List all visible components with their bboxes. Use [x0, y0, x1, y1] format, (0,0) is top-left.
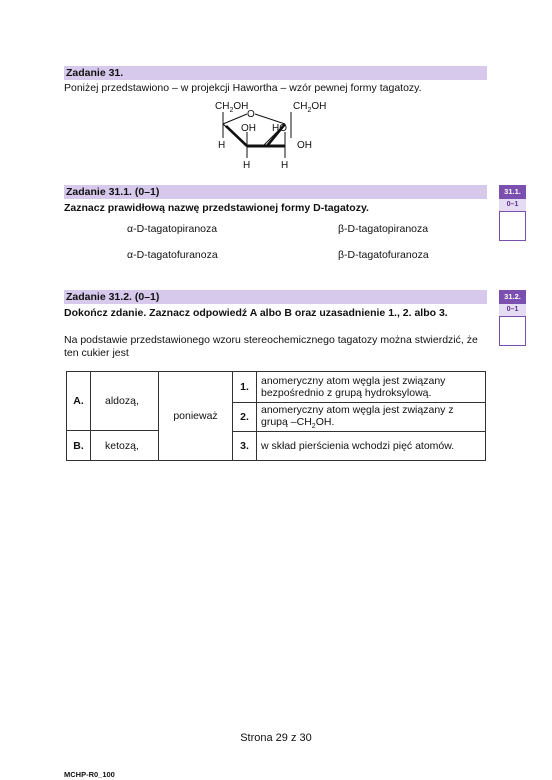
task311-instruction: Zaznacz prawidłową nazwę przedstawionej formy D-tagatozy. — [64, 202, 369, 214]
answer-b-letter[interactable]: B. — [67, 431, 91, 461]
connector-because: ponieważ — [159, 372, 233, 461]
task31-title: Zadanie 31. — [66, 67, 124, 79]
reason-2-num[interactable]: 2. — [233, 403, 257, 432]
label-oh-c5: OH — [241, 123, 256, 134]
task312-score-points: 0–1 — [499, 304, 526, 316]
reason-1-text[interactable]: anomeryczny atom węgla jest związany bezpośrednio z grupą hydroksylową. — [257, 372, 486, 403]
page-number: Strona 29 z 30 — [240, 732, 312, 744]
exam-code: MCHP-R0_100 — [64, 770, 115, 779]
option-beta-pyranose[interactable]: β-D-tagatopiranoza — [338, 223, 429, 235]
answer-a-letter[interactable]: A. — [67, 372, 91, 431]
task311-score-points: 0–1 — [499, 199, 526, 211]
option-beta-furanose[interactable]: β-D-tagatofuranoza — [338, 249, 429, 261]
reason-2-prefix: anomeryczny atom węgla jest związany z grupą –CH — [261, 403, 454, 428]
label-h-c4: H — [243, 160, 251, 171]
task31-intro: Poniżej przedstawiono – w projekcji Hawortha – wzór pewnej formy tagatozy. — [64, 82, 422, 94]
reason-3-num[interactable]: 3. — [233, 432, 257, 461]
task31-title-band — [64, 66, 487, 80]
reason-2-suffix: OH. — [315, 415, 335, 428]
task312-instruction: Dokończ zdanie. Zaznacz odpowiedź A albo B oraz uzasadnienie 1., 2. albo 3. — [64, 307, 448, 319]
reason-2-sub: 2 — [311, 423, 316, 431]
task311-title-band — [64, 185, 487, 199]
label-ch2oh-left: $CH_2OH$ — [215, 101, 249, 114]
option-alpha-pyranose[interactable]: α-D-tagatopiranoza — [127, 223, 218, 235]
task312-statement: Na podstawie przedstawionego wzoru stereochemicznego tagatozy można stwierdzić, że ten cukier jest — [64, 334, 478, 359]
label-ch2oh-right: $CH_2OH$ — [293, 101, 327, 114]
task311-title: Zadanie 31.1. (0–1) — [66, 186, 160, 198]
answer-a-text[interactable]: aldozą, — [91, 372, 159, 431]
task311-score-label: 31.1. — [499, 185, 526, 199]
task312-score-box — [499, 290, 526, 346]
label-ring-o: O — [247, 109, 255, 120]
task312-score-label: 31.2. — [499, 290, 526, 304]
task312-score-field[interactable] — [499, 316, 526, 346]
label-h-c5: H — [218, 140, 226, 151]
label-h-c3: H — [281, 160, 289, 171]
task311-score-field[interactable] — [499, 211, 526, 241]
task311-score-box — [499, 185, 526, 241]
answer-b-text[interactable]: ketozą, — [91, 431, 159, 461]
option-alpha-furanose[interactable]: α-D-tagatofuranoza — [127, 249, 218, 261]
reason-1-num[interactable]: 1. — [233, 372, 257, 403]
reason-2-text[interactable] — [257, 403, 486, 432]
task312-title: Zadanie 31.2. (0–1) — [66, 291, 160, 303]
reason-3-text[interactable]: w skład pierścienia wchodzi pięć atomów. — [257, 432, 486, 461]
haworth-structure — [205, 98, 355, 174]
task312-title-band — [64, 290, 487, 304]
label-ho-c3: HO — [272, 123, 287, 134]
label-oh-c2-down: OH — [297, 140, 312, 151]
answer-table — [66, 371, 486, 461]
